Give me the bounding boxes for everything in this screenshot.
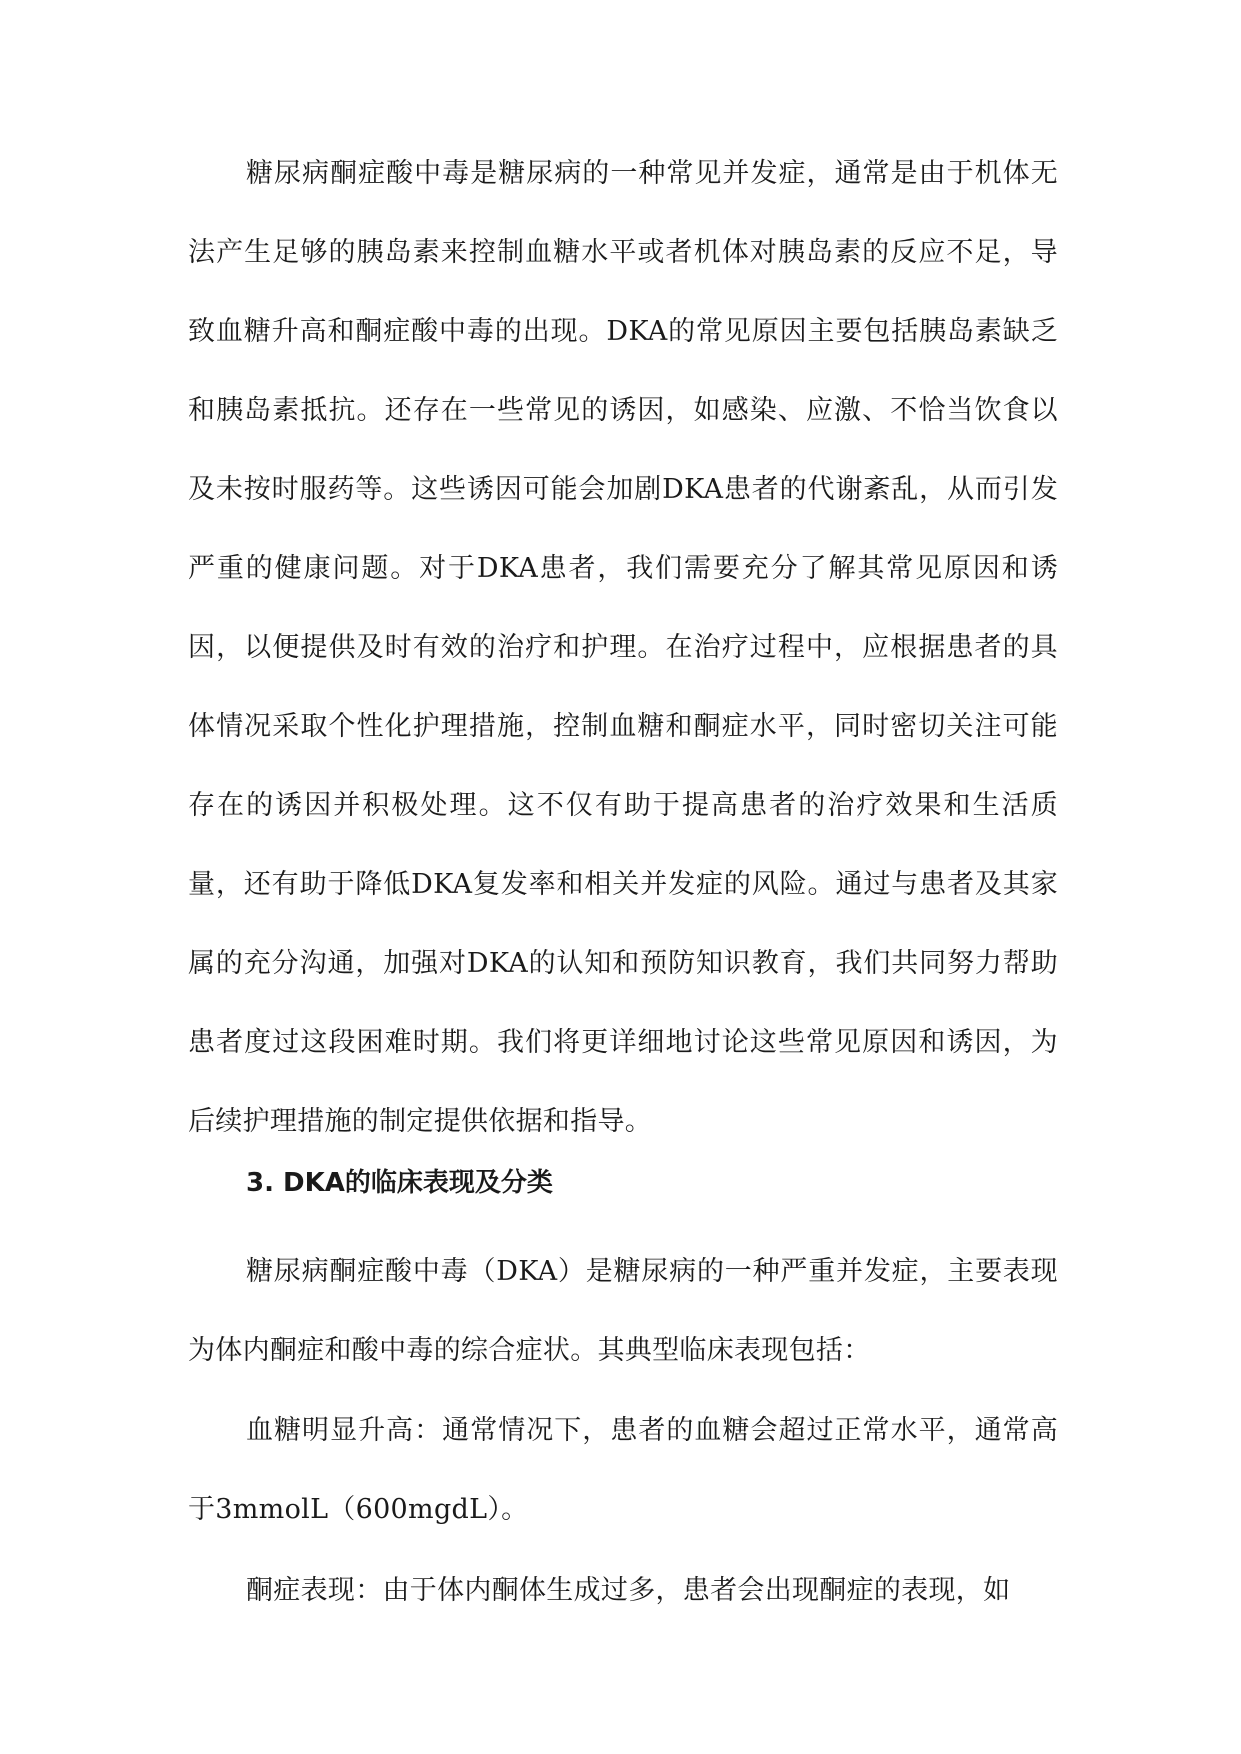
- section-paragraph-intro: 糖尿病酮症酸中毒（DKA）是糖尿病的一种严重并发症，主要表现为体内酮症和酸中毒的综合症状。其典型临床表现包括：: [188, 1256, 1058, 1366]
- section-heading: 3. DKA的临床表现及分类: [246, 1168, 553, 1198]
- section-paragraph-ketosis: 酮症表现：由于体内酮体生成过多，患者会出现酮症的表现，如: [246, 1575, 1011, 1606]
- section-paragraph-blood-glucose: 血糖明显升高：通常情况下，患者的血糖会超过正常水平，通常高于3mmolL（600mgdL）。: [188, 1415, 1058, 1525]
- body-paragraph: 糖尿病酮症酸中毒是糖尿病的一种常见并发症，通常是由于机体无法产生足够的胰岛素来控制血糖水平或者机体对胰岛素的反应不足，导致血糖升高和酮症酸中毒的出现。DKA的常见原因主要包括胰岛素缺乏和胰岛素抵抗。还存在一些常见的诱因，如感染、应激、不恰当饮食以及未按时服药等。这些诱因可能会加剧DKA患者的代谢紊乱，从而引发严重的健康问题。对于DKA患者，我们需要充分了解其常见原因和诱因，以便提供及时有效的治疗和护理。在治疗过程中，应根据患者的具体情况采取个性化护理措施，控制血糖和酮症水平，同时密切关注可能存在的诱因并积极处理。这不仅有助于提高患者的治疗效果和生活质量，还有助于降低DKA复发率和相关并发症的风险。通过与患者及其家属的充分沟通，加强对DKA的认知和预防知识教育，我们共同努力帮助患者度过这段困难时期。我们将更详细地讨论这些常见原因和诱因，为后续护理措施的制定提供依据和指导。: [188, 158, 1058, 1137]
